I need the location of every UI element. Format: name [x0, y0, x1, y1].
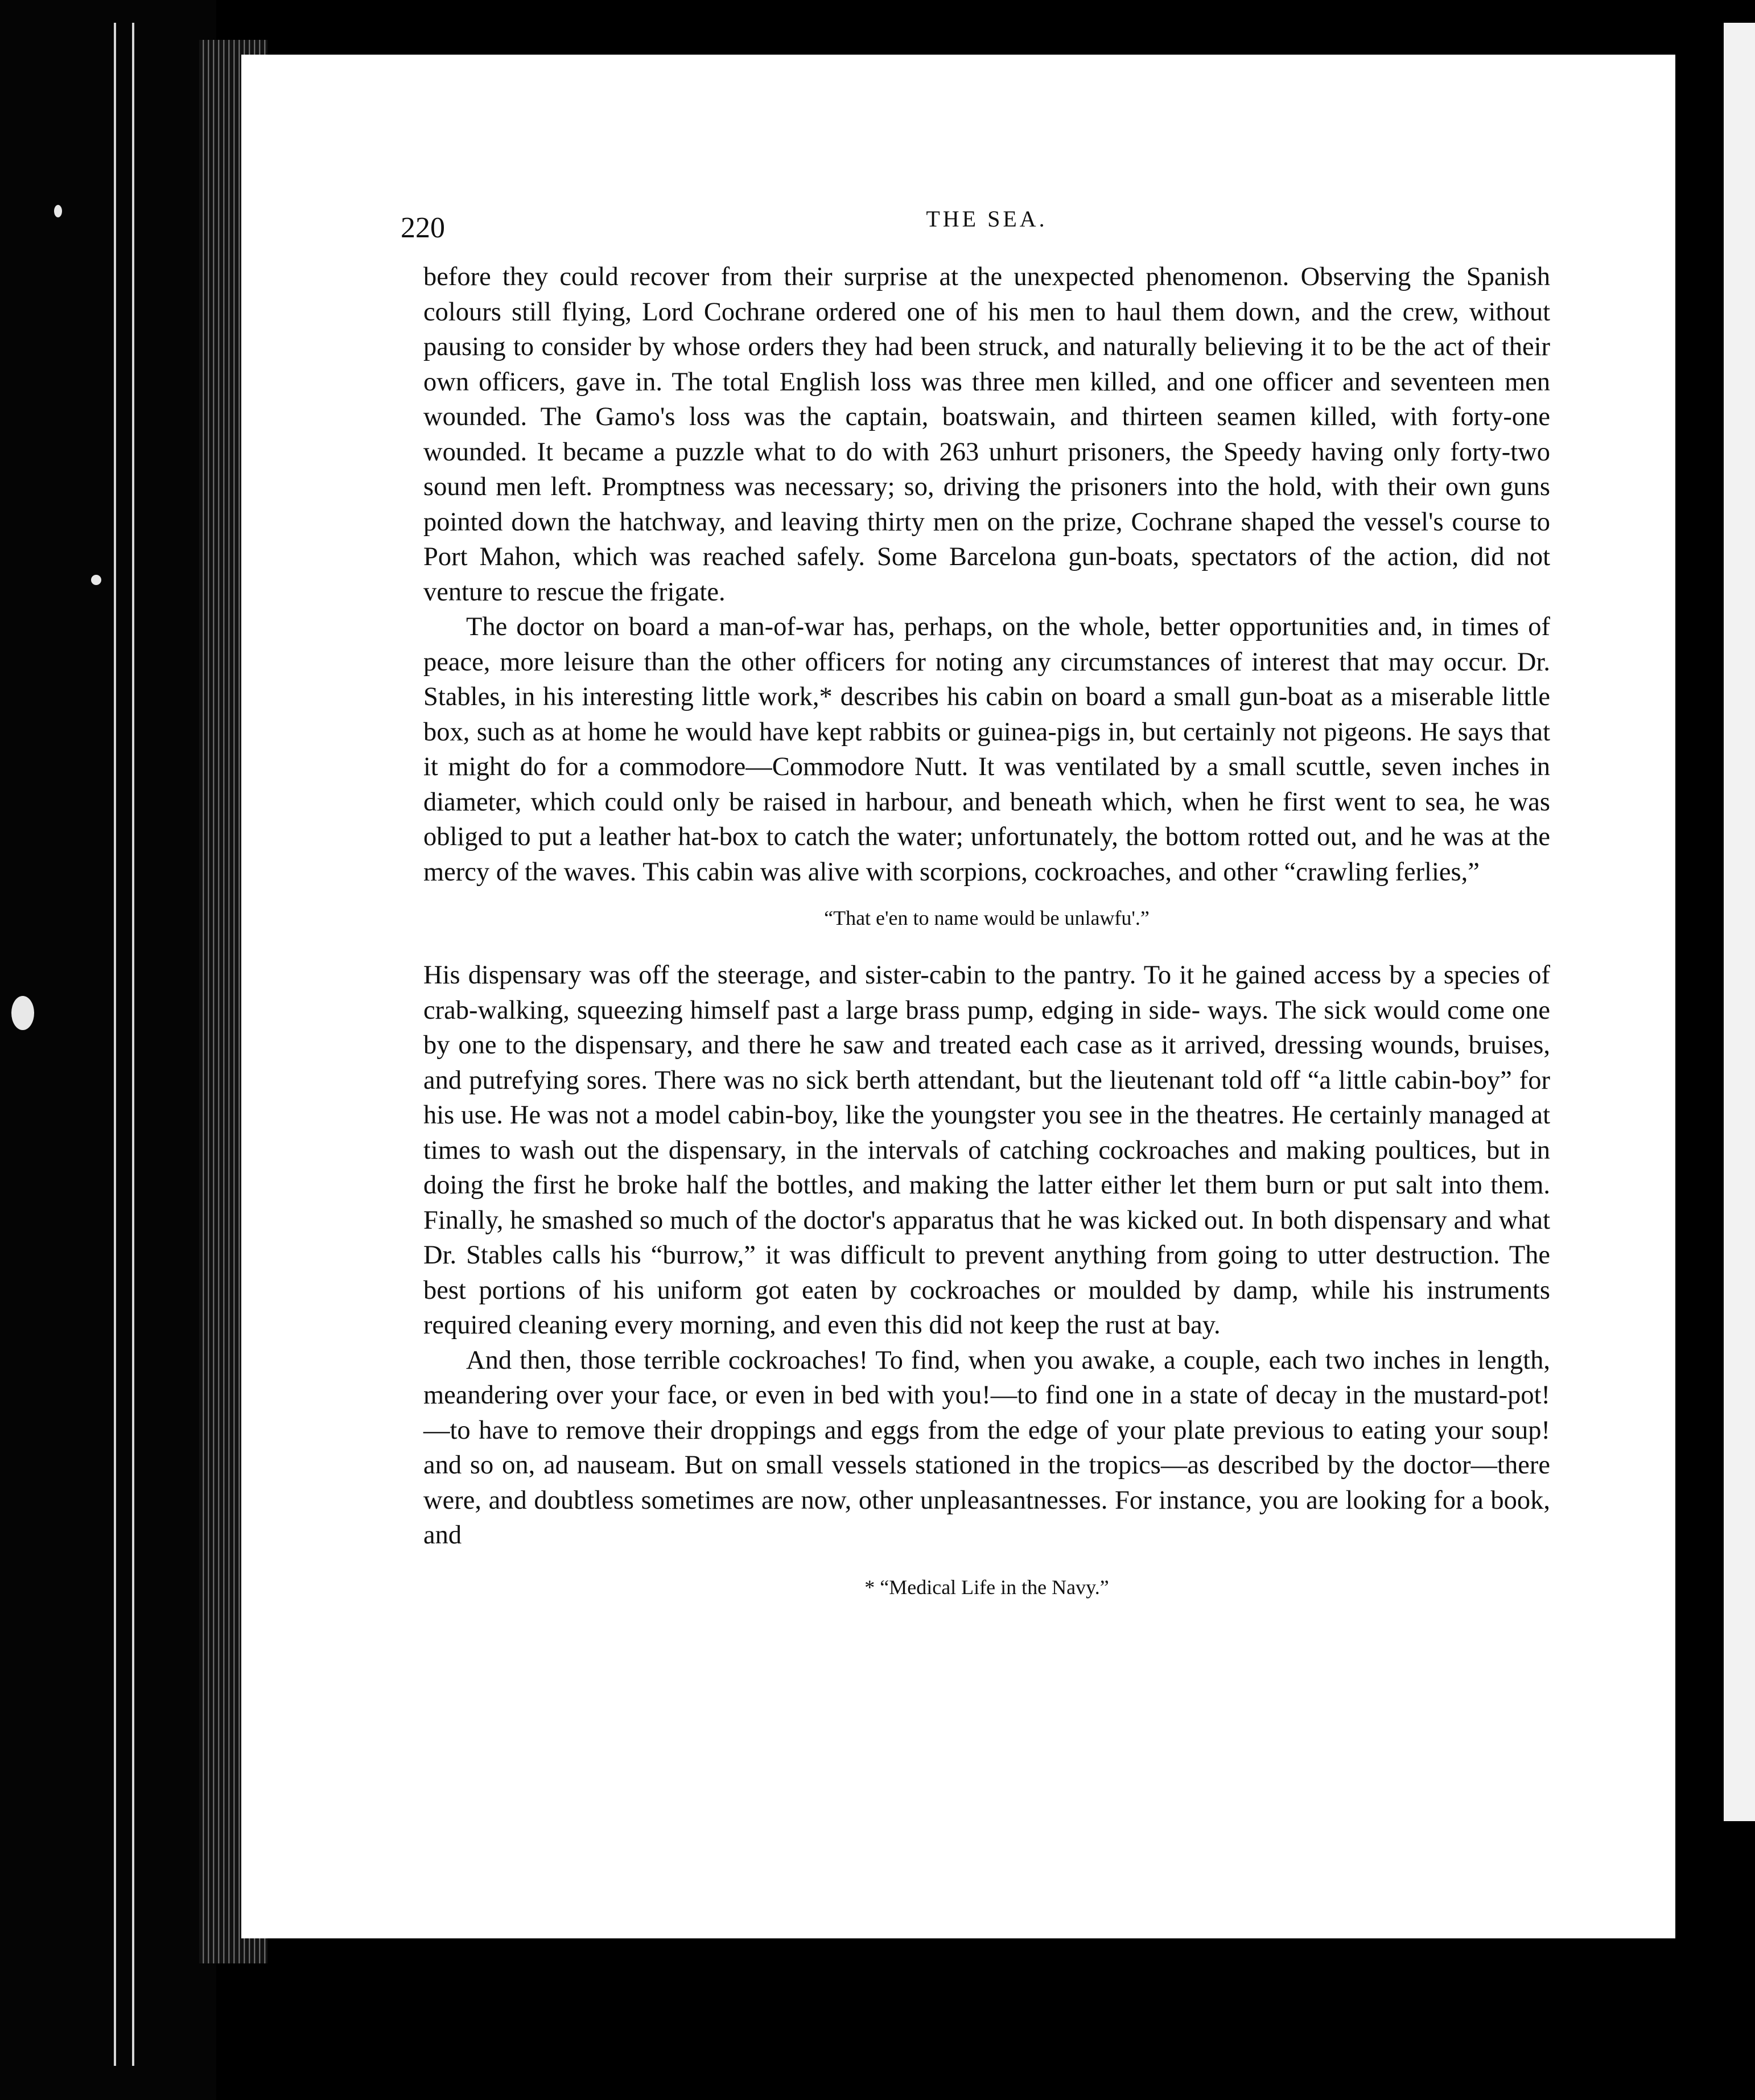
paragraph: And then, those terrible cockroaches! To find, when you awake, a couple, each two inches in length, meandering over your face, or even in bed with you!—to find one in a state of decay in the mustard-pot!—to have to remove their droppings and eggs from the edge of your plate previous to eating your soup! and so on, ad nauseam. But on small vessels stationed in the tropics—as described by the doctor—there were, and doubtless sometimes are now, other unpleasantnesses. For instance, you are looking for a book, and — [423, 1345, 1550, 1550]
binding-stripe — [132, 23, 134, 2066]
verse-quote: “That e'en to name would be unlawfu'.” — [824, 907, 1150, 929]
scan-right-margin — [1690, 0, 1755, 2100]
binding-stripe — [114, 23, 116, 2066]
scan-speck — [11, 996, 34, 1030]
running-head-title: THE SEA. — [926, 206, 1048, 232]
scan-speck — [91, 575, 101, 585]
footnote: * “Medical Life in the Navy.” — [864, 1575, 1109, 1599]
book-page — [241, 55, 1675, 1938]
page-number: 220 — [401, 212, 445, 244]
paragraph: The doctor on board a man-of-war has, perhaps, on the whole, better opportunities and, in times of peace, more leisure than the other officers for noting any circumstances of interest that may occur. Dr. Stables, in his interesting little work,* describes his cabin on board a small gun-boat as a miserable little box, such as at home he would have kept rabbits or guinea-pigs in, but certainly not pigeons. He says that it might do for a commodore—Commodore Nutt. It was ventilated by a small scuttle, seven inches in diameter, which could only be raised in harbour, and beneath which, when he first went to sea, he was obliged to put a leather hat-box to catch the water; unfortunately, the bottom rotted out, and he was at the mercy of the waves. This cabin was alive with scorpions, cockroaches, and other “crawling ferlies,” — [423, 612, 1550, 887]
facing-page-sliver — [1724, 23, 1755, 1821]
scan-left-margin — [0, 0, 216, 2100]
running-head — [401, 205, 1550, 260]
scan-speck — [54, 205, 62, 217]
body-text-after-quote — [423, 958, 1550, 1553]
paragraph: before they could recover from their surprise at the unexpected phenomenon. Observing the Spanish colours still flying, Lord Cochrane ordered one of his men to haul them down, and the crew, without pausing to consider by whose orders they had been struck, and naturally believing it to be the act of their own officers, gave in. The total English loss was three men killed, and one officer and seventeen men wounded. The Gamo's loss was the captain, boatswain, and thirteen seamen killed, with forty-one wounded. It became a puzzle what to do with 263 unhurt prisoners, the Speedy having only forty-two sound men left. Promptness was necessary; so, driving the prisoners into the hold, with their own guns pointed down the hatchway, and leaving thirty men on the prize, Cochrane shaped the vessel's course to Port Mahon, which was reached safely. Some Barcelona gun-boats, spectators of the action, did not venture to rescue the frigate. — [423, 262, 1550, 607]
page-content — [401, 205, 1550, 1599]
body-text-before-quote — [423, 260, 1550, 890]
paragraph: His dispensary was off the steerage, and sister-cabin to the pantry. To it he gained access by a species of crab-walking, squeezing himself past a large brass pump, edging in side- ways. The sick would come one by one to the dispensary, and there he saw and treated each case as it arrived, dressing wounds, bruises, and putrefying sores. There was no sick berth attendant, but the lieutenant told off “a little cabin-boy” for his use. He was not a model cabin-boy, like the youngster you see in the theatres. He certainly managed at times to wash out the dispensary, in the intervals of catching cockroaches and making poultices, but in doing the first he broke half the bottles, and making the latter either let them burn or put salt into them. Finally, he smashed so much of the doctor's apparatus that he was kicked out. In both dispensary and what Dr. Stables calls his “burrow,” it was difficult to prevent anything from going to utter destruction. The best portions of his uniform got eaten by cockroaches or moulded by damp, while his instruments required cleaning every morning, and even this did not keep the rust at bay. — [423, 961, 1550, 1340]
